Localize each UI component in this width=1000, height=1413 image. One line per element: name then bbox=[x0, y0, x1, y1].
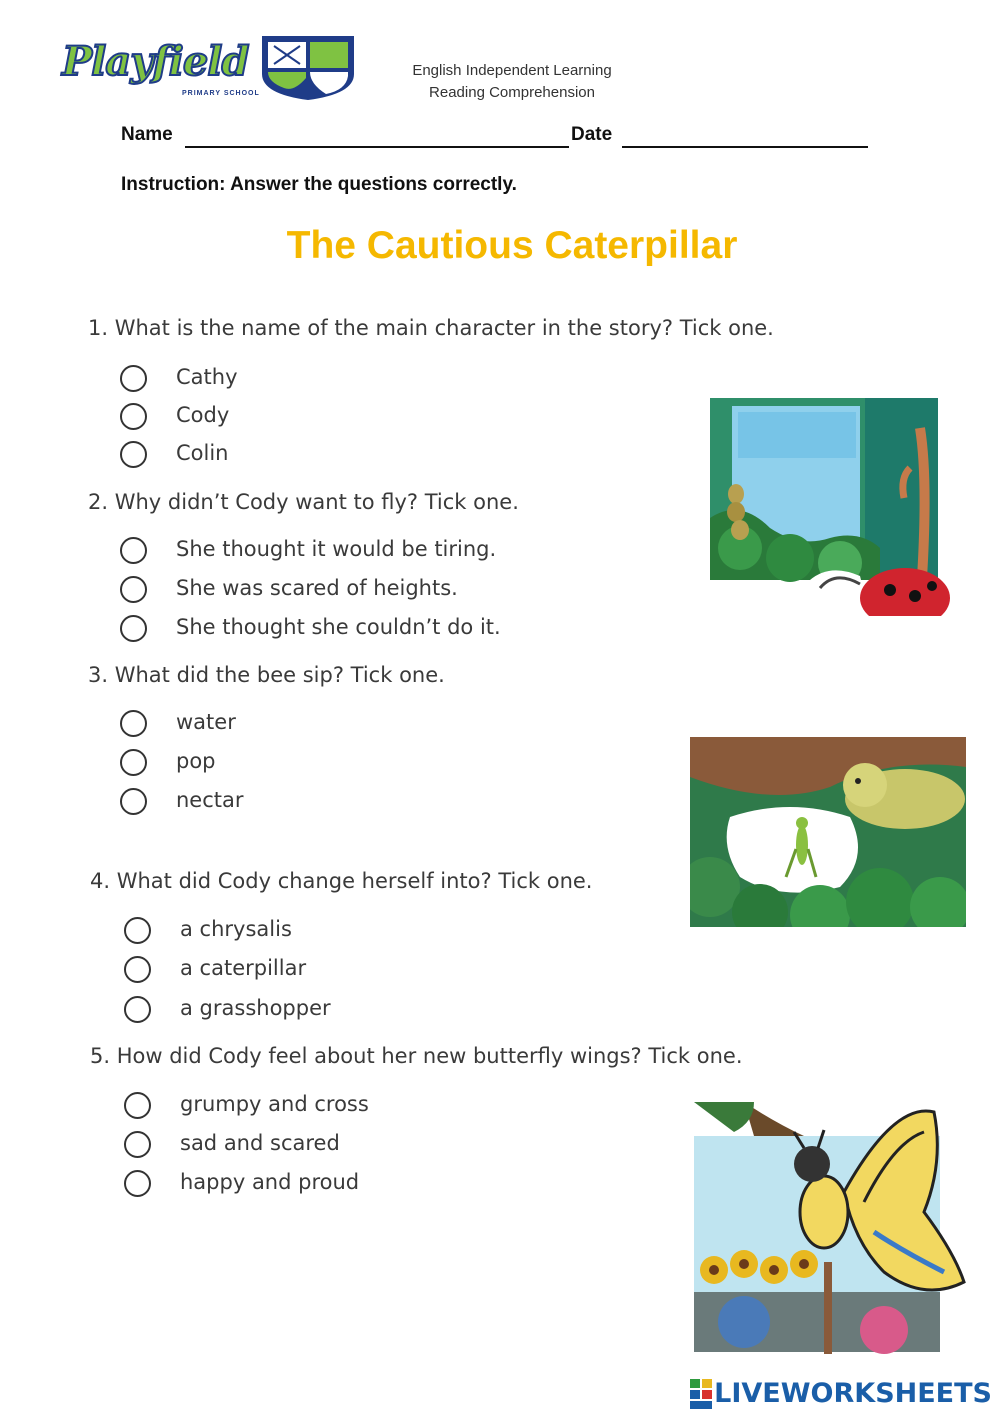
option-label: water bbox=[176, 710, 236, 734]
option-label: grumpy and cross bbox=[180, 1092, 369, 1116]
radio-q2-opt2[interactable] bbox=[120, 576, 147, 603]
option-label: a grasshopper bbox=[180, 996, 331, 1020]
shield-icon bbox=[254, 34, 364, 102]
question-number: 4. bbox=[90, 869, 111, 893]
logo-text: Playfield bbox=[62, 38, 249, 85]
liveworksheets-watermark bbox=[690, 1378, 992, 1409]
question-number: 2. bbox=[88, 490, 109, 514]
option-label: Colin bbox=[176, 441, 229, 465]
option-label: happy and proud bbox=[180, 1170, 360, 1194]
option-label: a chrysalis bbox=[180, 917, 292, 941]
question-3 bbox=[88, 663, 445, 687]
radio-q3-opt3[interactable] bbox=[120, 788, 147, 815]
radio-q3-opt1[interactable] bbox=[120, 710, 147, 737]
question-text: How did Cody feel about her new butterfly wings? Tick one. bbox=[116, 1044, 743, 1068]
question-4 bbox=[90, 869, 593, 893]
illustration-caterpillar-leaves bbox=[710, 398, 950, 616]
question-number: 5. bbox=[90, 1044, 111, 1068]
radio-q1-opt2[interactable] bbox=[120, 403, 147, 430]
option-label: pop bbox=[176, 749, 216, 773]
name-label: Name bbox=[121, 124, 173, 145]
question-1 bbox=[88, 316, 774, 340]
school-logo bbox=[62, 32, 307, 106]
question-text: Why didn’t Cody want to fly? Tick one. bbox=[114, 490, 519, 514]
option-label: Cathy bbox=[176, 365, 238, 389]
option-label: She thought she couldn’t do it. bbox=[176, 615, 501, 639]
question-text: What did the bee sip? Tick one. bbox=[114, 663, 445, 687]
worksheet-title: The Cautious Caterpillar bbox=[286, 224, 738, 267]
logo-subtitle: PRIMARY SCHOOL bbox=[182, 90, 260, 97]
radio-q4-opt2[interactable] bbox=[124, 956, 151, 983]
date-label: Date bbox=[571, 124, 613, 145]
subtitle-line-2: Reading Comprehension bbox=[429, 84, 595, 101]
option-label: a caterpillar bbox=[180, 956, 307, 980]
liveworksheets-logo-icon bbox=[690, 1379, 714, 1409]
question-number: 3. bbox=[88, 663, 109, 687]
illustration-butterfly bbox=[694, 1102, 974, 1354]
radio-q3-opt2[interactable] bbox=[120, 749, 147, 776]
radio-q4-opt1[interactable] bbox=[124, 917, 151, 944]
radio-q2-opt1[interactable] bbox=[120, 537, 147, 564]
illustration-grasshopper bbox=[690, 737, 966, 927]
question-5 bbox=[90, 1044, 743, 1068]
instruction-text: Instruction: Answer the questions correctly. bbox=[121, 174, 517, 195]
radio-q5-opt3[interactable] bbox=[124, 1170, 151, 1197]
radio-q4-opt3[interactable] bbox=[124, 996, 151, 1023]
radio-q2-opt3[interactable] bbox=[120, 615, 147, 642]
question-2 bbox=[88, 490, 519, 514]
radio-q5-opt2[interactable] bbox=[124, 1131, 151, 1158]
radio-q1-opt3[interactable] bbox=[120, 441, 147, 468]
question-text: What did Cody change herself into? Tick one. bbox=[116, 869, 593, 893]
radio-q5-opt1[interactable] bbox=[124, 1092, 151, 1119]
name-field-line[interactable] bbox=[185, 146, 569, 148]
question-number: 1. bbox=[88, 316, 109, 340]
option-label: sad and scared bbox=[180, 1131, 340, 1155]
option-label: nectar bbox=[176, 788, 244, 812]
option-label: She was scared of heights. bbox=[176, 576, 458, 600]
date-field-line[interactable] bbox=[622, 146, 868, 148]
option-label: Cody bbox=[176, 403, 230, 427]
watermark-text: LIVEWORKSHEETS bbox=[714, 1378, 992, 1409]
option-label: She thought it would be tiring. bbox=[176, 537, 497, 561]
subtitle-line-1: English Independent Learning bbox=[412, 62, 612, 79]
question-text: What is the name of the main character in the story? Tick one. bbox=[114, 316, 774, 340]
radio-q1-opt1[interactable] bbox=[120, 365, 147, 392]
